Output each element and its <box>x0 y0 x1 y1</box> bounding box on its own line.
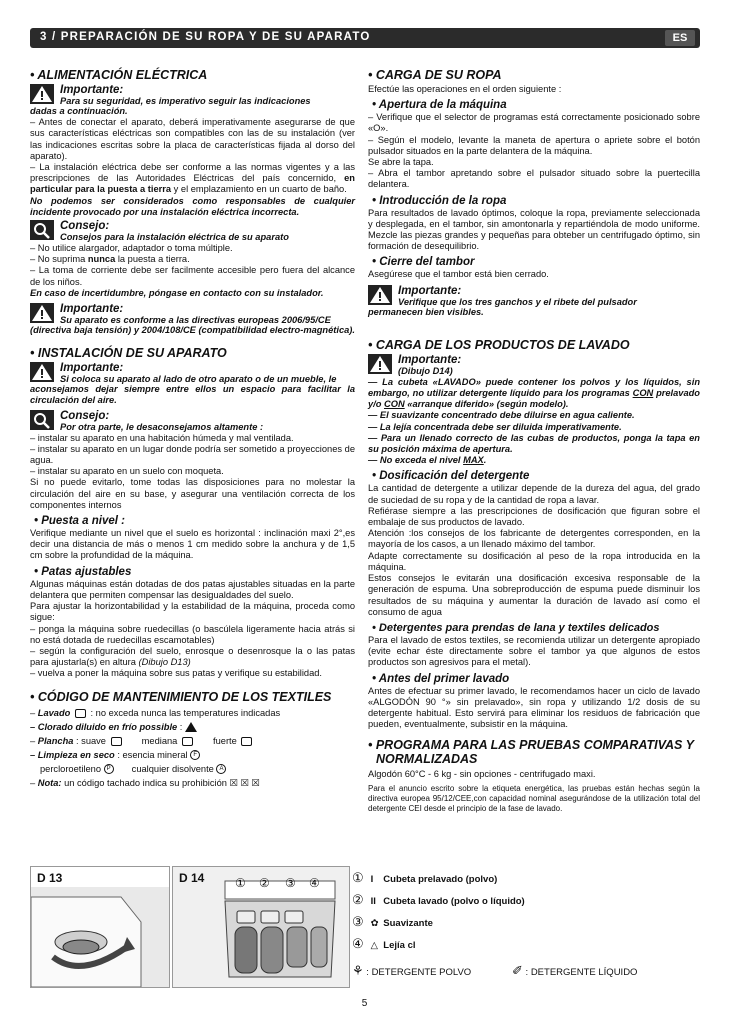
code-line-limpieza: – Limpieza en seco : esencia mineral F <box>30 748 355 762</box>
paragraph: Para el lavado de estos textiles, se recomienda utilizar un detergente apropiado (evite echar éste directamente sobre el tambor ya que algunos de estos productos son agresivos para el metal). <box>368 634 700 668</box>
alimentacion-heading: • ALIMENTACIÓN ELÉCTRICA <box>30 68 208 82</box>
important-note <box>30 303 355 326</box>
crossed-symbols-icon: ☒ ☒ ☒ <box>229 777 260 788</box>
section-title: 3 / PREPARACIÓN DE SU ROPA Y DE SU APARATO <box>40 31 371 43</box>
compartment-number: ② <box>259 876 270 890</box>
warning-icon <box>30 84 54 104</box>
code-line-nota: – Nota: un código tachado indica su prohibición ☒ ☒ ☒ <box>30 777 260 788</box>
iron-icon <box>241 737 252 746</box>
note-title: Importante: <box>60 362 124 375</box>
list-item: – La toma de corriente debe ser facilmente accesible pero fuera del alcance de los niños. <box>30 265 355 287</box>
code-line-plancha: – Plancha : suave mediana fuerte <box>30 734 355 748</box>
paragraph: Si no puede evitarlo, tome todas las disposiciones para no molestar la circulación del aire en su base, y asegurar una ventilación correcta de los componentes internos <box>30 477 355 510</box>
flower-icon: ✿ <box>370 918 379 929</box>
tip-title: Consejo: <box>60 409 110 422</box>
paragraph: Asegúrese que el tambor está bien cerrado. <box>368 269 549 280</box>
nivel-subheading: • Puesta a nivel : <box>34 515 125 528</box>
dryclean-icon: A <box>216 764 226 774</box>
tip-note <box>30 410 355 433</box>
compartment-number: ③ <box>285 876 296 890</box>
note-continuation: dadas a continuación. <box>30 106 128 116</box>
language-badge: ES <box>665 30 695 46</box>
code-line-clorado: – Clorado diluido en frío possible : <box>30 720 355 734</box>
apertura-subheading: • Apertura de la máquina <box>372 99 507 112</box>
list-item: – Abra el tambor apretando sobre el pulsador situado sobre la puertecilla delantera. <box>368 168 700 190</box>
introduccion-subheading: • Introducción de la ropa <box>372 194 507 207</box>
programa-heading: • PROGRAMA PARA LAS PRUEBAS COMPARATIVAS Y NORMALIZADAS <box>368 738 694 767</box>
important-note <box>368 354 700 377</box>
list-item: – No utilice alargador, adaptador o toma múltiple. <box>30 243 233 254</box>
paragraph-warning: No podemos ser considerados como responsables de cualquier incidente provocado por una instalación eléctrica incorrecta. <box>30 195 355 217</box>
note-text: (Dibujo D14) <box>398 365 453 376</box>
important-note <box>30 362 355 385</box>
iron-icon <box>182 737 193 746</box>
note-text: Verifique que los tres ganchos y el ribete del pulsador <box>398 296 637 307</box>
patas-subheading: • Patas ajustables <box>34 565 132 578</box>
bleach-triangle-icon: △ <box>370 940 378 951</box>
figure-label: D 13 <box>37 871 63 885</box>
list-item: — No exceda el nivel MAX. <box>368 455 487 466</box>
tip-text: Consejos para la instalación eléctrica de su aparato <box>60 232 289 243</box>
paragraph: – Antes de conectar el aparato, deberá imperativamente asegurarse de que sus características eléctricas son compatibles con las de su instalación (ver las indicaciones escritas sobre la placa de características fijada al dorso del aparato). <box>30 117 355 161</box>
note-text: Su aparato es conforme a las directivas europeas 2006/95/CE <box>60 315 331 326</box>
list-item: – Verifique que el selector de programas está correctamente posicionado sobre «O». <box>368 112 700 134</box>
list-item: – instalar su aparato en un lugar donde podría ser sometido a proyecciones de agua. <box>30 443 355 466</box>
note-continuation: aconsejamos dejar siempre entre ellos un espacio para facilitar la circulación del aire. <box>30 384 355 406</box>
paragraph: Estos consejos le evitarán una dosificación excesiva responsable de la generación de espuma. Una sobreproducción de espuma puede disminuir los resultados de su máquina y aumentar la duración de lavado así como el consumo de agua <box>368 573 700 617</box>
tip-title: Consejo: <box>60 220 110 233</box>
list-item: – instalar su aparato en una habitación húmeda y mal ventilada. <box>30 432 294 443</box>
triangle-icon <box>185 722 197 732</box>
figure-label: D 14 <box>179 871 205 885</box>
code-line-solvents: percloroetileno P cualquier disolvente A <box>30 762 355 776</box>
paragraph: Para ajustar la horizontabilidad y la estabilidad de la máquina, proceda como sigue: <box>30 601 355 623</box>
dosificacion-subheading: • Dosificación del detergente <box>372 470 530 483</box>
note-text: Si coloca su aparato al lado de otro aparato o de un mueble, le <box>60 374 337 385</box>
figure-d13 <box>30 866 170 988</box>
list-item: En caso de incertidumbre, póngase en contacto con su instalador. <box>30 287 324 298</box>
compartment-number: ④ <box>309 876 320 890</box>
legend-powder: ⚘ : DETERGENTE POLVO <box>352 963 472 978</box>
liquid-detergent-icon: ✐ <box>512 963 523 978</box>
note-continuation: (directiva baja tensión) y 2004/108/CE (compatibilidad electro-magnética). <box>30 325 355 336</box>
left-column <box>30 66 355 790</box>
list-item: – Según el modelo, levante la maneta de apertura o apriete sobre el botón pulsador situados en la parte delantera de la máquina. <box>368 134 700 156</box>
productos-heading: • CARGA DE LOS PRODUCTOS DE LAVADO <box>368 337 630 352</box>
paragraph: Adapte correctamente su dosificación al peso de la ropa introducida en la máquina. <box>368 550 700 572</box>
list-item: – vuelva a poner la máquina sobre sus patas y verifique su estabilidad. <box>30 668 322 679</box>
washtub-icon <box>75 709 86 718</box>
lana-subheading: • Detergentes para prendas de lana y textiles delicados <box>372 621 660 634</box>
codigo-heading: • CÓDIGO DE MANTENIMIENTO DE LOS TEXTILES <box>30 689 332 704</box>
programa-note: Para el anuncio escrito sobre la etiqueta energética, las pruebas están hechas según la directiva europea 95/12/CEE,con capacidad nominal asegurándose de la utilización total del detergente CEI desde el principio de la fase de lavado. <box>368 783 700 813</box>
warning-icon <box>368 285 392 305</box>
code-line-lavado: – Lavado : no exceda nunca las temperatures indicadas <box>30 707 281 718</box>
paragraph: Efectúe las operaciones en el orden siguiente : <box>368 84 562 94</box>
paragraph: Verifique mediante un nivel que el suelo es horizontal : inclinación maxi 2°,es decir una distancia de más o menos 1 cm medido sobre la anchura y de 1,5 cm sobre la profundidad de la máquina. <box>30 528 355 561</box>
warning-icon <box>30 303 54 323</box>
magnifier-icon <box>30 410 54 430</box>
important-note <box>30 84 355 107</box>
paragraph: Para resultados de lavado óptimos, coloque la ropa, previamente seleccionada y desplegada, en el tambor, sin amontonarla y repartiéndola de modo uniforme. Mezcle las piezas grandes y pequeñas para obteber un centrifugado óptimo, sin formación de desequilibrio. <box>368 207 700 252</box>
right-column <box>368 66 700 814</box>
legend-liquid: ✐ : DETERGENTE LÍQUIDO <box>512 963 638 978</box>
carga-heading: • CARGA DE SU ROPA <box>368 68 502 82</box>
warning-icon <box>30 362 54 382</box>
powder-detergent-icon: ⚘ <box>352 963 364 978</box>
list-item: – instalar su aparato en un suelo con moqueta. <box>30 466 224 477</box>
warning-icon <box>368 354 392 374</box>
legend-item: ② II Cubeta lavado (polvo o líquido) <box>352 892 525 907</box>
legend-item: ① I Cubeta prelavado (polvo) <box>352 870 498 885</box>
paragraph: Se abre la tapa. <box>368 157 434 168</box>
list-item: — Para un llenado correcto de las cubas de productos, ponga la tapa en su posición máxima de apertura. <box>368 432 700 455</box>
instalacion-heading: • INSTALACIÓN DE SU APARATO <box>30 346 227 361</box>
list-item: – ponga la máquina sobre ruedecillas (o bascúlela ligeramente hacia atrás si no está dotada de ruedecillas escamotables) <box>30 623 355 645</box>
list-item: – No suprima nunca la puesta a tierra. <box>30 254 190 265</box>
figure-d14 <box>172 866 350 988</box>
iron-icon <box>111 737 122 746</box>
note-text: Para su seguridad, es imperativo seguir las indicaciones <box>60 96 311 106</box>
note-title: Importante: <box>398 284 462 297</box>
list-item: — La lejía concentrada debe ser diluida imperativamente. <box>368 421 622 432</box>
programa-line: Algodón 60°C - 6 kg - sin opciones - centrifugado maxi. <box>368 769 596 780</box>
note-title: Importante: <box>60 84 124 96</box>
tip-note <box>30 220 355 243</box>
note-title: Importante: <box>60 303 124 316</box>
note-title: Importante: <box>398 353 462 366</box>
compartment-number: ① <box>235 876 246 890</box>
legend-item: ③ ✿ Suavizante <box>352 914 433 929</box>
paragraph: – La instalación eléctrica debe ser conforme a las normas vigentes y a las prescripciones de las Autoridades Eléctricas del país concernido, en particular para la puesta a tierra y el emplazamiento en un cuarto de baño. <box>30 162 355 195</box>
primer-lavado-subheading: • Antes del primer lavado <box>372 672 510 685</box>
paragraph: La cantidad de detergente a utilizar depende de la dureza del agua, del grado de suciedad de su ropa y de la cantidad de ropa a lavar. <box>368 483 700 505</box>
cierre-subheading: • Cierre del tambor <box>372 256 475 269</box>
dryclean-icon: P <box>104 764 114 774</box>
figure-legend <box>352 866 700 988</box>
list-item: – según la configuración del suelo, enrosque o desenrosque la o las patas para ajustarla(s) en altura (Dibujo D13) <box>30 645 355 668</box>
tip-text: Por otra parte, le desaconsejamos altamente : <box>60 421 264 432</box>
section-header-bar <box>30 28 700 48</box>
page-number: 5 <box>361 998 368 1009</box>
magnifier-icon <box>30 220 54 240</box>
paragraph: Atención :los consejos de los fabricante de detergentes corresponden, en la mayoría de los casos, a un llenado máximo del tambor. <box>368 528 700 550</box>
list-item: — El suavizante concentrado debe diluirse en agua caliente. <box>368 410 635 421</box>
adjustable-foot-illustration <box>31 867 169 987</box>
list-item: — La cubeta «LAVADO» puede contener los polvos y los líquidos, sin embargo, no utilizar detergente líquido para los programas CON prelavado y/o CON «arranque diferido» (según modelo). <box>368 376 700 410</box>
note-continuation: permanecen bien visibles. <box>368 306 484 317</box>
dryclean-icon: F <box>190 750 200 760</box>
important-note <box>368 285 700 308</box>
legend-item: ④ △ Lejía cl <box>352 936 416 951</box>
paragraph: Algunas máquinas están dotadas de dos patas ajustables situadas en la parte delantera que permiten compensar las desigualdades del suelo. <box>30 578 355 600</box>
paragraph: Refiérase siempre a las prescripciones de dosificación que figuran sobre el embalaje de sus productos de lavado. <box>368 505 700 528</box>
paragraph: Antes de efectuar su primer lavado, le recomendamos hacer un ciclo de lavado «ALGODÓN 90 °» sin prelavado», sin ropa y utilizando 1/2 dosis de su detergente habitual. Esto servirá para eliminar los residuos de fabricación que pueden, eventualmente, subsistir en la máquina. <box>368 685 700 730</box>
figures-strip <box>30 866 700 988</box>
